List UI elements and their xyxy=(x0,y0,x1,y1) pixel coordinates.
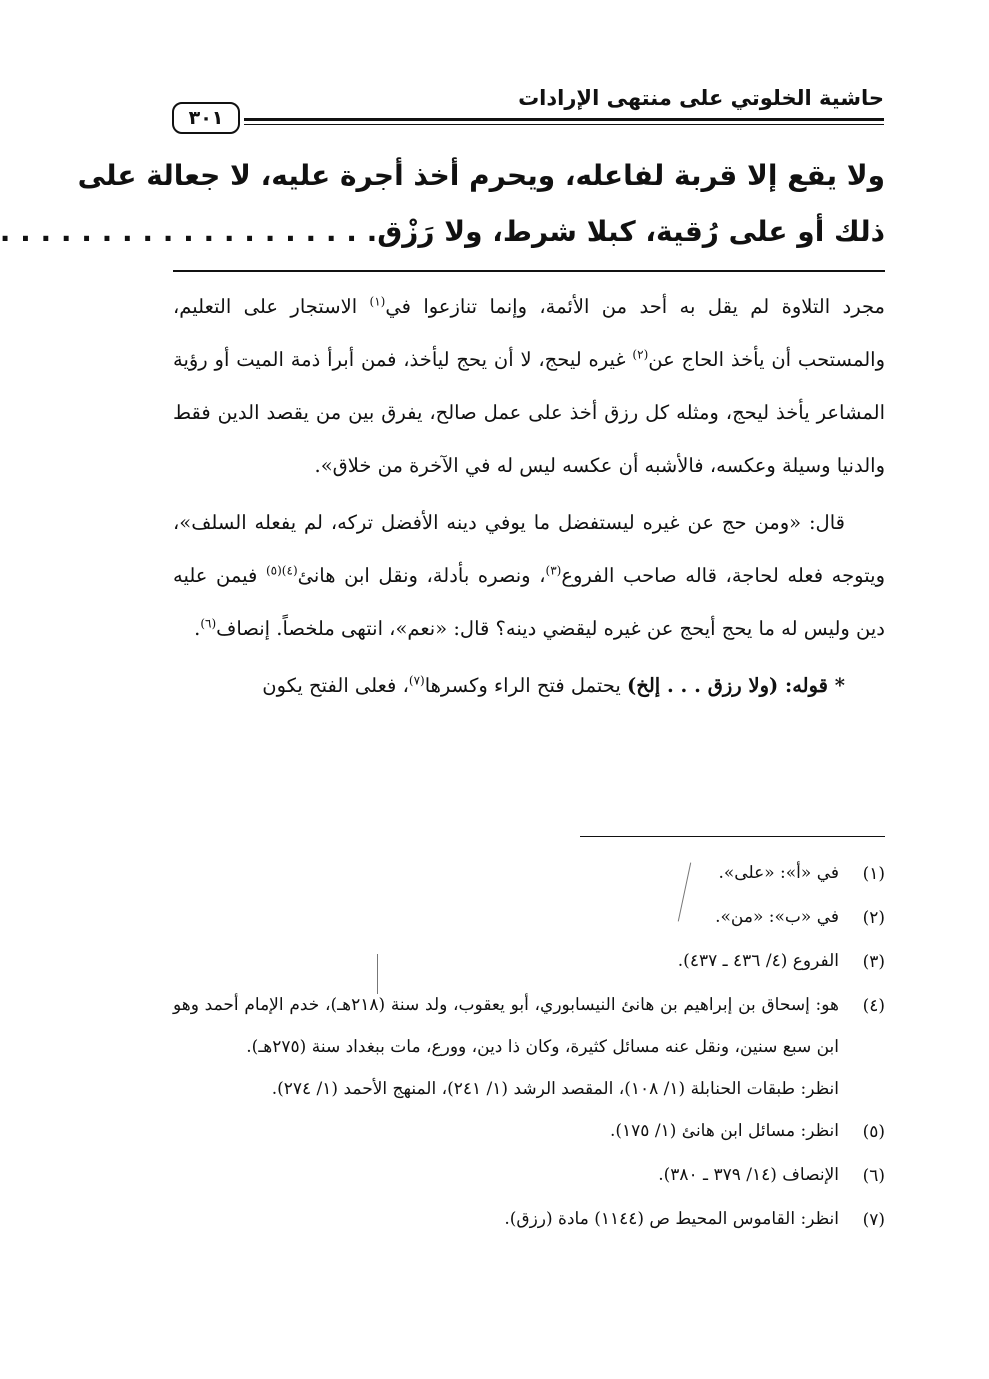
footnote-text: في «أ»: «على». xyxy=(718,863,839,883)
matn-divider xyxy=(173,270,885,272)
header-rule-thin xyxy=(244,124,884,125)
footnote-text: الفروع (٤/ ٤٣٦ ـ ٤٣٧). xyxy=(677,951,839,971)
footnote-ref: (٤)(٥) xyxy=(265,563,298,578)
text-run: غيره ليحج، لا أن يحج ليأخذ، فمن أبرأ ذمة الميت أو رؤية المشاعر يأخذ ليحج، ومثله كل رزق أخذ على عمل صالح، يفرق بين من يقصد الدين فقط والدنيا وسيلة وعكسه، فالأشبه أن عكسه ليس له في الآخرة من خلاق». xyxy=(173,348,885,477)
text-run: ، ونصره بأدلة، ونقل ابن هانئ xyxy=(297,564,546,587)
text-run: يحتمل فتح الراء وكسرها xyxy=(424,674,628,697)
footnote xyxy=(173,1198,885,1242)
footnote-number: (٦) xyxy=(862,1166,885,1186)
footnote-text: في «ب»: «من». xyxy=(715,907,839,927)
text-run: ، فعلى الفتح يكون xyxy=(262,674,409,697)
footnote-text: انظر: طبقات الحنابلة (١/ ١٠٨)، المقصد الرشد (١/ ٢٤١)، المنهج الأحمد (١/ ٢٧٤). xyxy=(271,1079,839,1099)
footnote-continuation xyxy=(173,1068,885,1110)
footnotes xyxy=(173,852,885,1242)
commentary-paragraph xyxy=(173,659,885,712)
footnote-text: الإنصاف (١٤/ ٣٧٩ ـ ٣٨٠). xyxy=(658,1165,839,1185)
matn-text xyxy=(0,148,885,260)
matn-line: ذلك أو على رُقية، كبلا شرط، ولا رَزْق. . . . . . . . . . . . . . . . . . . xyxy=(0,215,885,248)
footnote-ref: (٧) xyxy=(408,673,425,688)
footnote-ref: (١) xyxy=(369,294,386,309)
footnote xyxy=(173,896,885,940)
footnote-number: (٢) xyxy=(862,908,885,928)
footnote-number: (١) xyxy=(862,864,885,884)
header-rule xyxy=(244,118,884,121)
footnote-number: (٥) xyxy=(862,1122,885,1142)
footnote xyxy=(173,984,885,1068)
text-run: مجرد التلاوة لم يقل به أحد من الأئمة، وإنما تنازعوا في xyxy=(385,295,885,318)
footnote-number xyxy=(839,1068,885,1110)
footnote-number: (٣) xyxy=(862,952,885,972)
page-number: ٣٠١ xyxy=(172,102,240,134)
commentary-paragraph xyxy=(173,496,885,655)
matn-line: ولا يقع إلا قربة لفاعله، ويحرم أخذ أجرة عليه، لا جعالة على xyxy=(77,159,885,192)
text-run: . xyxy=(194,617,201,640)
commentary-paragraph xyxy=(173,280,885,492)
text-run: فيمن عليه دين وليس له ما يحج أيحج عن غيره ليقضي دينه؟ قال: «نعم»، انتهى ملخصاً. إنصاف xyxy=(173,564,885,640)
running-title: حاشية الخلوتي على منتهى الإرادات xyxy=(518,86,884,110)
footnote-text: هو: إسحاق بن إبراهيم بن هانئ النيسابوري، أبو يعقوب، ولد سنة (٢١٨هـ)، خدم الإمام أحمد وهو ابن سبع سنين، ونقل عنه مسائل كثيرة، وكان ذا دين، وورع، مات ببغداد سنة (٢٧٥هـ). xyxy=(173,995,839,1057)
footnote-text: انظر: القاموس المحيط ص (١١٤٤) مادة (رزق). xyxy=(504,1209,839,1229)
footnote-ref: (٦) xyxy=(200,616,217,631)
footnote xyxy=(173,1154,885,1198)
footnote-ref: (٢) xyxy=(632,347,649,362)
footnote-number: (٤) xyxy=(862,996,885,1016)
running-head xyxy=(172,80,884,132)
footnote-divider xyxy=(580,836,885,837)
footnote xyxy=(173,940,885,984)
footnote-text: انظر: مسائل ابن هانئ (١/ ١٧٥). xyxy=(610,1121,839,1141)
lemma: * قوله: (ولا رزق . . . إلخ) xyxy=(627,674,845,697)
text-run: قال: «ومن حج عن غيره ليستفضل ما يوفي دينه الأفضل تركه، لم يفعله السلف»، ويتوجه فعله لحاجة، قاله صاحب الفروع xyxy=(173,511,885,587)
footnote-number: (٧) xyxy=(862,1210,885,1230)
footnote xyxy=(173,852,885,896)
pencil-mark xyxy=(377,954,378,994)
commentary xyxy=(173,280,885,712)
footnote-ref: (٣) xyxy=(545,563,562,578)
footnote xyxy=(173,1110,885,1154)
text-run: الاستجار على التعليم، والمستحب أن يأخذ الحاج عن xyxy=(173,295,885,371)
